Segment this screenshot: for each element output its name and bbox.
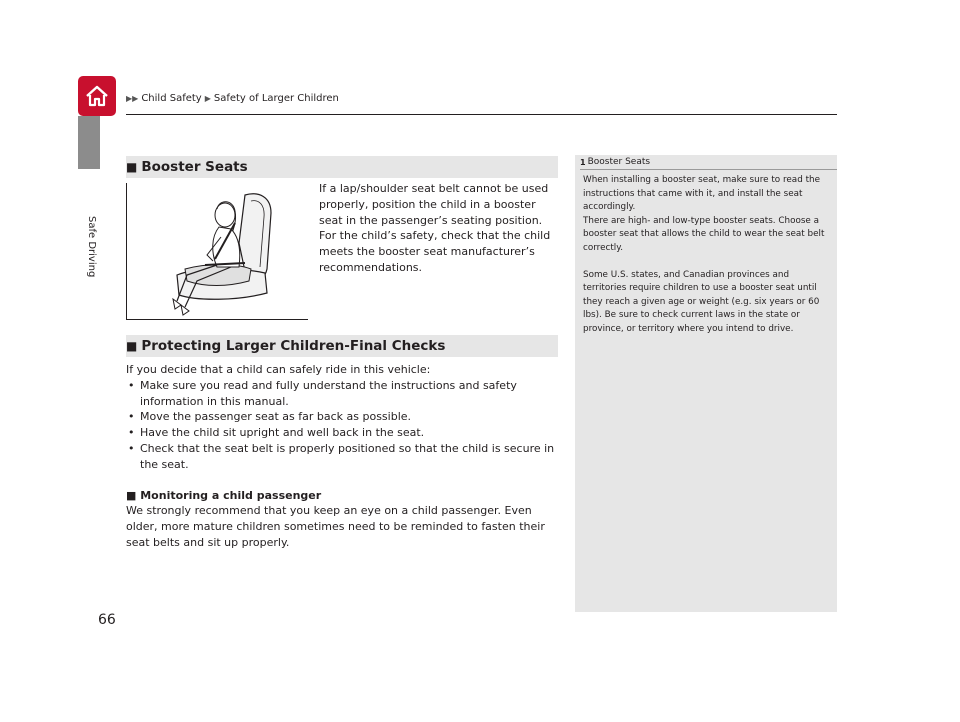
note-body — [583, 174, 831, 337]
breadcrumb-item-larger-children[interactable]: Safety of Larger Children — [213, 93, 339, 104]
list-item: • Check that the seat belt is properly positioned so that the child is secure in the seat. — [126, 441, 560, 473]
square-bullet-icon: ■ — [126, 339, 138, 353]
list-item: • Make sure you read and fully understand the instructions and safety information in this manual. — [126, 378, 560, 410]
square-bullet-icon: ■ — [126, 160, 138, 174]
note-reference-icon: 1 — [580, 157, 586, 167]
monitoring-subheading-text: Monitoring a child passenger — [140, 488, 322, 502]
final-checks-heading — [126, 335, 558, 357]
square-bullet-icon: ■ — [126, 488, 141, 502]
header-divider — [126, 114, 837, 115]
final-checks-heading-text: Protecting Larger Children-Final Checks — [141, 338, 446, 354]
sidebar-section-label: Safe Driving — [86, 216, 97, 278]
note-title-text: Booster Seats — [587, 157, 651, 167]
booster-seats-paragraph: If a lap/shoulder seat belt cannot be used properly, position the child in a booster seat in the passenger’s seating position. For the child’s safety, check that the child meets the booster seat manufacturer’s recommendations. — [319, 182, 551, 274]
breadcrumb-arrow-icon: ▶▶ — [126, 94, 139, 103]
sidebar-tab-marker — [78, 116, 100, 169]
note-paragraph: There are high- and low-type booster seats. Choose a booster seat that allows the child to wear the seat belt correctly. — [583, 215, 825, 253]
page-number: 66 — [98, 612, 116, 628]
note-divider — [580, 169, 837, 170]
list-item: • Have the child sit upright and well back in the seat. — [126, 425, 560, 441]
booster-seat-illustration — [126, 183, 308, 320]
final-checks-intro: If you decide that a child can safely ride in this vehicle: — [126, 363, 431, 376]
home-button[interactable] — [78, 76, 116, 116]
monitoring-paragraph: We strongly recommend that you keep an eye on a child passenger. Even older, more mature children sometimes need to be reminded to fasten their seat belts and sit up properly. — [126, 504, 545, 549]
breadcrumb — [126, 93, 339, 104]
booster-seats-heading — [126, 156, 558, 178]
list-item: • Move the passenger seat as far back as possible. — [126, 409, 560, 425]
home-icon — [84, 84, 110, 108]
note-paragraph: When installing a booster seat, make sure to read the instructions that came with it, and install the seat accordingly. — [583, 175, 821, 213]
note-paragraph: Some U.S. states, and Canadian provinces and territories require children to use a booster seat until they reach a given age or weight (e.g. six years or 60 lbs). Be sure to check current laws in the state or province, or territory where you intend to drive. — [583, 269, 820, 334]
monitoring-subheading — [126, 488, 560, 504]
final-checks-body — [126, 362, 560, 551]
note-title — [580, 157, 650, 167]
booster-seats-heading-text: Booster Seats — [141, 159, 248, 175]
breadcrumb-arrow-icon: ▶ — [204, 94, 211, 103]
breadcrumb-item-child-safety[interactable]: Child Safety — [141, 93, 202, 104]
